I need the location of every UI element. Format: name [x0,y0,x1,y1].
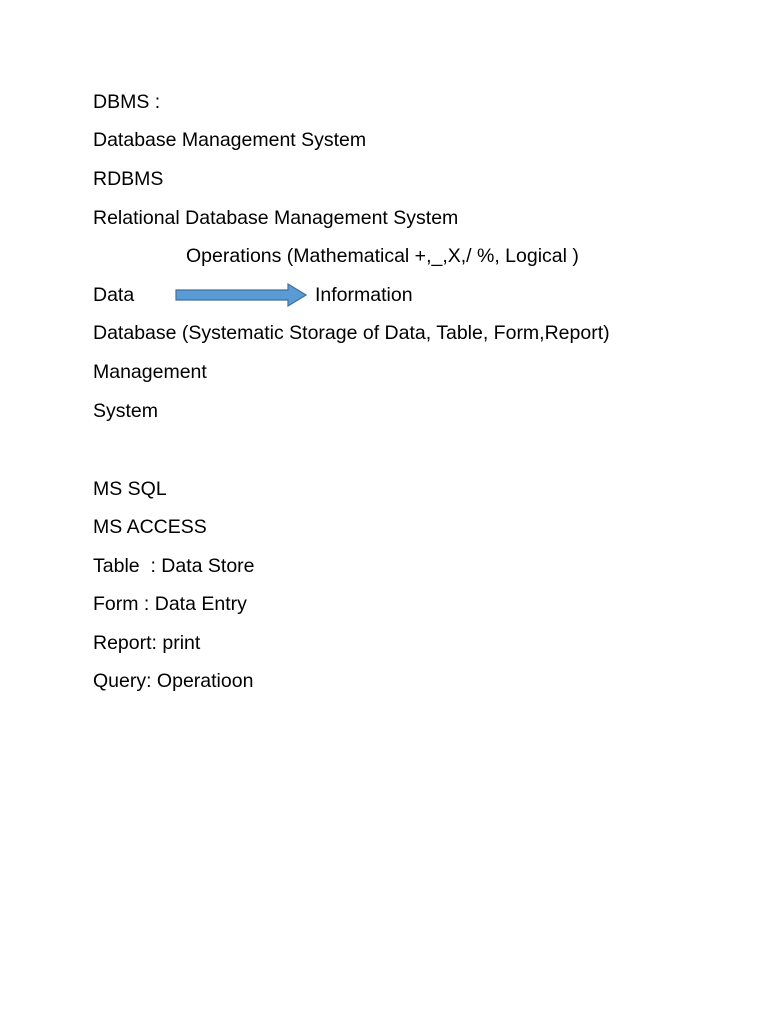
flow-target-information: Information [315,284,413,306]
dbms-definition: Database Management System [93,129,367,151]
arrow-shape [176,284,306,306]
form-line: Form : Data Entry [93,593,247,615]
report-line: Report: print [93,632,201,654]
rdbms-definition: Relational Database Management System [93,207,459,229]
ms-access-line: MS ACCESS [93,516,207,538]
operations-line: Operations (Mathematical +,_,X,/ %, Logical ) [186,245,579,267]
right-arrow-icon [175,283,307,307]
ms-sql-line: MS SQL [93,478,167,500]
dbms-heading: DBMS : [93,91,161,113]
flow-source-data: Data [93,284,135,306]
rdbms-heading: RDBMS [93,168,164,190]
query-line: Query: Operatioon [93,670,254,692]
system-line: System [93,400,159,422]
table-line: Table : Data Store [93,555,255,577]
management-line: Management [93,361,207,383]
database-line: Database (Systematic Storage of Data, Table, Form,Report) [93,322,610,344]
